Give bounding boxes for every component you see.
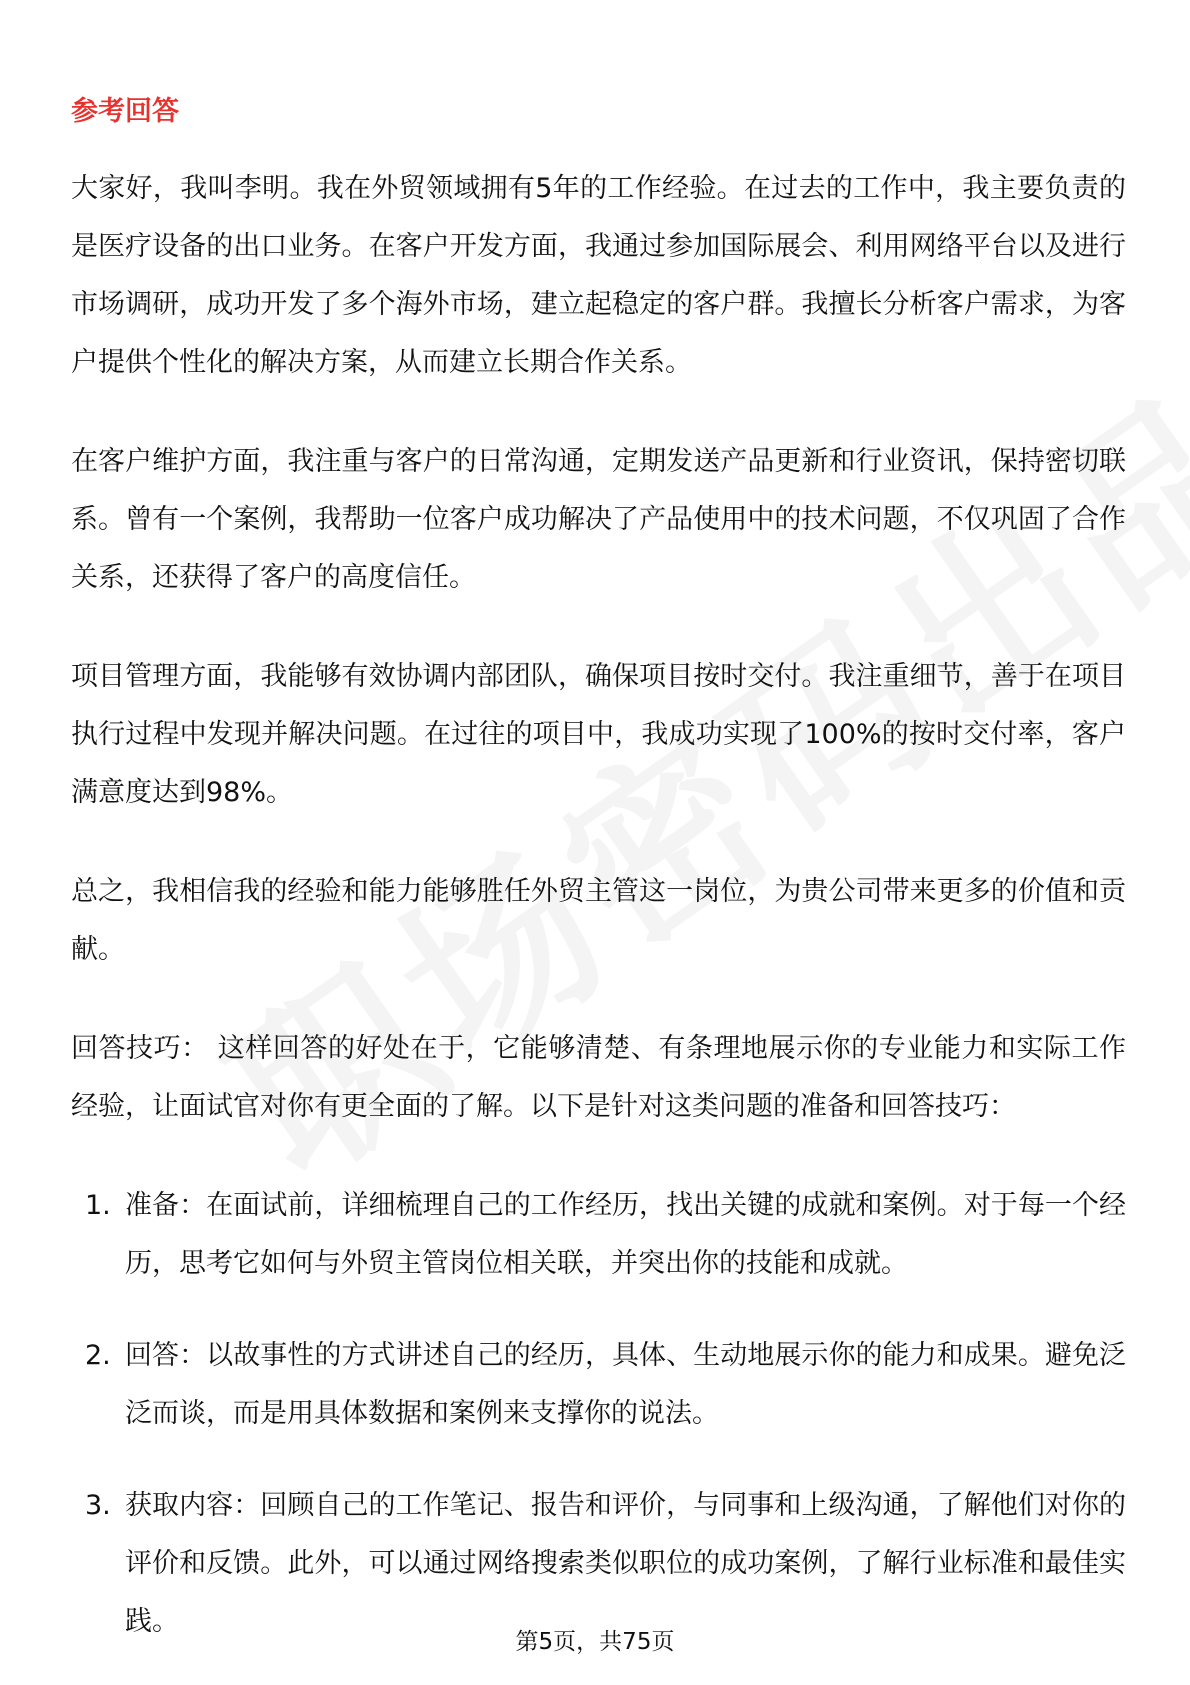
paragraph-intro: 大家好，我叫李明。我在外贸领域拥有5年的工作经验。在过去的工作中，我主要负责的是医疗设备的出口业务。在客户开发方面，我通过参加国际展会、利用网络平台以及进行市场调研，成功开发了多个海外市场，建立起稳定的客户群。我擅长分析客户需求，为客户提供个性化的解决方案，从而建立长期合作关系。 (71, 173, 1126, 378)
page-number-footer: 第5页，共75页 (515, 1629, 675, 1655)
paragraph-answer-tips: 回答技巧： 这样回答的好处在于，它能够清楚、有条理地展示你的专业能力和实际工作经验，让面试官对你有更全面的了解。以下是针对这类问题的准备和回答技巧： (71, 1033, 1126, 1122)
list-item-number: 3. (85, 1490, 111, 1521)
content-body (71, 160, 1126, 1685)
list-item-text: 回答：以故事性的方式讲述自己的经历，具体、生动地展示你的能力和成果。避免泛泛而谈，而是用具体数据和案例来支撑你的说法。 (125, 1340, 1126, 1429)
list-item (71, 1477, 1126, 1651)
section-heading: 参考回答 (71, 96, 179, 127)
paragraph-project-management: 项目管理方面，我能够有效协调内部团队，确保项目按时交付。我注重细节，善于在项目执行过程中发现并解决问题。在过往的项目中，我成功实现了100%的按时交付率，客户满意度达到98%。 (71, 661, 1126, 808)
list-item-number: 1. (85, 1190, 111, 1221)
list-item-text: 准备：在面试前，详细梳理自己的工作经历，找出关键的成就和案例。对于每一个经历，思考它如何与外贸主管岗位相关联，并突出你的技能和成就。 (125, 1190, 1126, 1279)
list-item (71, 1177, 1126, 1293)
list-item (71, 1327, 1126, 1443)
list-item-text: 获取内容：回顾自己的工作笔记、报告和评价，与同事和上级沟通，了解他们对你的评价和反馈。此外，可以通过网络搜索类似职位的成功案例，了解行业标准和最佳实践。 (125, 1490, 1126, 1637)
paragraph-client-maintenance: 在客户维护方面，我注重与客户的日常沟通，定期发送产品更新和行业资讯，保持密切联系。曾有一个案例，我帮助一位客户成功解决了产品使用中的技术问题，不仅巩固了合作关系，还获得了客户的高度信任。 (71, 446, 1126, 593)
paragraph-conclusion: 总之，我相信我的经验和能力能够胜任外贸主管这一岗位，为贵公司带来更多的价值和贡献。 (71, 876, 1126, 965)
list-item-number: 2. (85, 1340, 111, 1371)
tips-list (71, 1177, 1126, 1651)
